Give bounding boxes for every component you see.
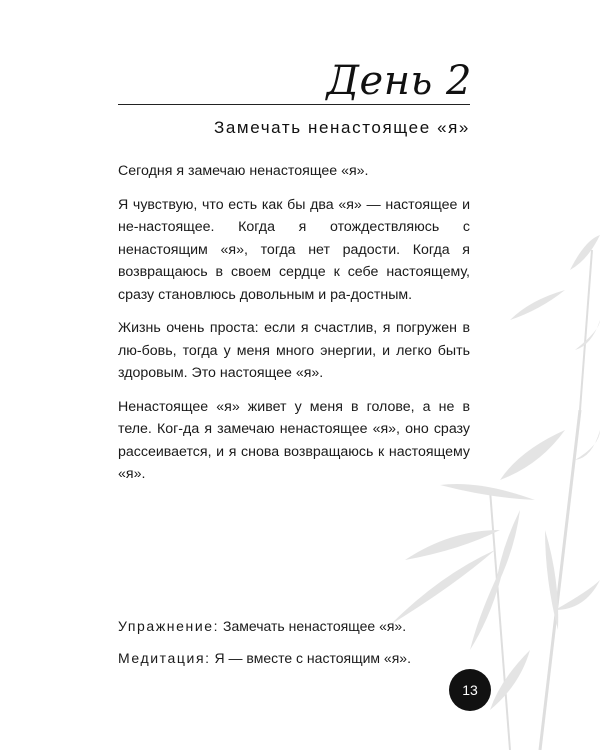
- day-title: День 2: [326, 58, 472, 104]
- meditation-label: Медитация:: [118, 650, 211, 666]
- body-text: [118, 160, 470, 497]
- meditation-line: [118, 650, 478, 666]
- paragraph: Жизнь очень проста: если я счастлив, я погружен в лю-бовь, тогда у меня много энергии, и легко быть здоровым. Это настоящее «я».: [118, 320, 470, 381]
- chapter-title: Замечать ненастоящее «я»: [214, 118, 470, 137]
- exercise-line: [118, 618, 478, 634]
- page-number-badge: 13: [449, 669, 491, 711]
- exercise-label: Упражнение:: [118, 618, 220, 634]
- meditation-text: Я — вместе с настоящим «я».: [214, 650, 411, 666]
- paragraph: Сегодня я замечаю ненастоящее «я».: [118, 163, 369, 179]
- paragraph: Ненастоящее «я» живет у меня в голове, а не в теле. Ког-да я замечаю ненастоящее «я», оно сразу рассеивается, и я снова возвращаюсь к настоящему «я».: [118, 398, 470, 482]
- title-divider: [118, 104, 470, 105]
- paragraph: Я чувствую, что есть как бы два «я» — настоящее и не-настоящее. Когда я отождествляюсь с ненастоящим «я», тогда нет радости. Когда я возвращаюсь в своем сердце к себе настоящему, сразу становлюсь довольным и ра-достным.: [118, 196, 470, 303]
- exercise-text: Замечать ненастоящее «я».: [223, 618, 407, 634]
